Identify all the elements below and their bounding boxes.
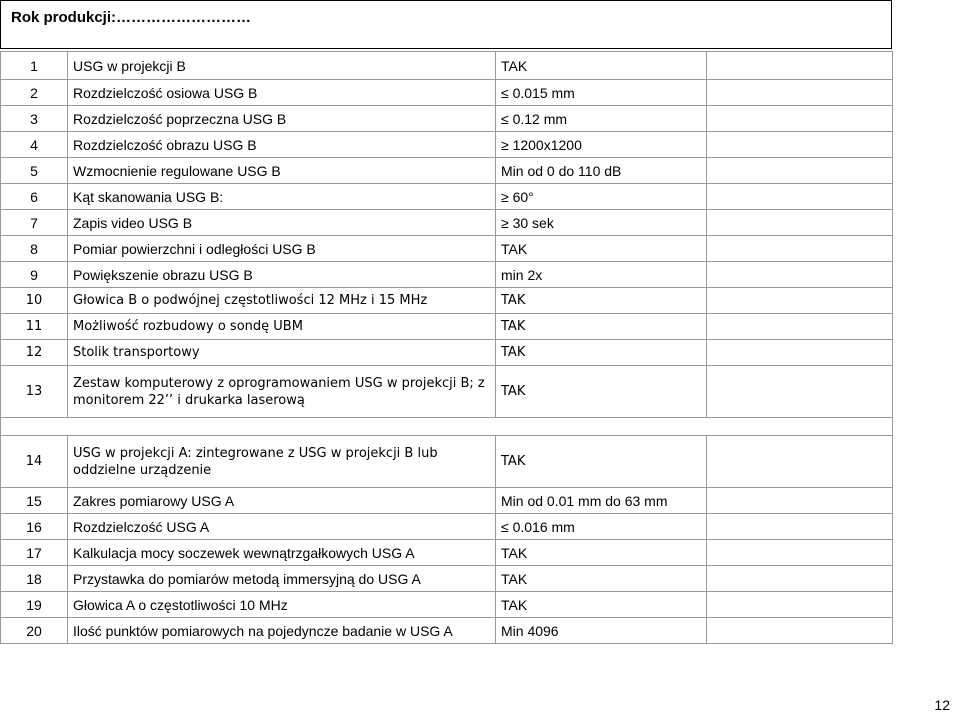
row-offer-cell	[707, 488, 893, 514]
table-row	[1, 592, 893, 618]
row-value: TAK	[496, 366, 707, 418]
row-value: TAK	[496, 592, 707, 618]
row-value: TAK	[496, 540, 707, 566]
row-number: 3	[1, 106, 68, 132]
table-row	[1, 210, 893, 236]
row-value: ≤ 0.015 mm	[496, 80, 707, 106]
row-number: 19	[1, 592, 68, 618]
row-number: 9	[1, 262, 68, 288]
row-offer-cell	[707, 514, 893, 540]
row-offer-cell	[707, 288, 893, 314]
table-row	[1, 340, 893, 366]
production-year-label: Rok produkcji:………………………	[11, 9, 252, 26]
table-row	[1, 288, 893, 314]
row-parameter: Ilość punktów pomiarowych na pojedyncze badanie w USG A	[68, 618, 496, 644]
row-number: 14	[1, 436, 68, 488]
table-row	[1, 618, 893, 644]
row-parameter: Zestaw komputerowy z oprogramowaniem USG w projekcji B; z monitorem 22’’ i drukarka laserową	[68, 366, 496, 418]
row-offer-cell	[707, 184, 893, 210]
row-value: TAK	[496, 314, 707, 340]
row-number: 15	[1, 488, 68, 514]
row-value: min 2x	[496, 262, 707, 288]
row-offer-cell	[707, 566, 893, 592]
row-offer-cell	[707, 366, 893, 418]
row-value: ≥ 30 sek	[496, 210, 707, 236]
row-offer-cell	[707, 540, 893, 566]
row-number: 7	[1, 210, 68, 236]
row-offer-cell	[707, 106, 893, 132]
row-number: 6	[1, 184, 68, 210]
table-row	[1, 366, 893, 418]
row-value: Min od 0.01 mm do 63 mm	[496, 488, 707, 514]
row-number: 8	[1, 236, 68, 262]
row-value: ≥ 1200x1200	[496, 132, 707, 158]
row-number: 10	[1, 288, 68, 314]
row-number: 4	[1, 132, 68, 158]
row-parameter: Rozdzielczość osiowa USG B	[68, 80, 496, 106]
row-offer-cell	[707, 52, 893, 80]
row-parameter: Powiększenie obrazu USG B	[68, 262, 496, 288]
table-row	[1, 158, 893, 184]
row-number: 2	[1, 80, 68, 106]
row-value: ≥ 60°	[496, 184, 707, 210]
row-parameter: Możliwość rozbudowy o sondę UBM	[68, 314, 496, 340]
table-row	[1, 314, 893, 340]
row-number: 12	[1, 340, 68, 366]
row-number: 13	[1, 366, 68, 418]
row-parameter: Głowica B o podwójnej częstotliwości 12 MHz i 15 MHz	[68, 288, 496, 314]
production-year-header	[0, 0, 892, 49]
row-offer-cell	[707, 236, 893, 262]
row-offer-cell	[707, 314, 893, 340]
row-number: 18	[1, 566, 68, 592]
row-parameter: Głowica A o częstotliwości 10 MHz	[68, 592, 496, 618]
row-number: 17	[1, 540, 68, 566]
row-offer-cell	[707, 132, 893, 158]
row-parameter: Stolik transportowy	[68, 340, 496, 366]
table-row	[1, 566, 893, 592]
row-offer-cell	[707, 592, 893, 618]
row-number: 16	[1, 514, 68, 540]
row-value: TAK	[496, 340, 707, 366]
row-offer-cell	[707, 262, 893, 288]
table-row	[1, 514, 893, 540]
table-row	[1, 184, 893, 210]
row-parameter: Kąt skanowania USG B:	[68, 184, 496, 210]
row-value: TAK	[496, 436, 707, 488]
row-number: 11	[1, 314, 68, 340]
row-number: 5	[1, 158, 68, 184]
row-offer-cell	[707, 158, 893, 184]
row-parameter: Rozdzielczość USG A	[68, 514, 496, 540]
row-value: TAK	[496, 566, 707, 592]
row-value: Min od 0 do 110 dB	[496, 158, 707, 184]
row-parameter: Kalkulacja mocy soczewek wewnątrzgałkowych USG A	[68, 540, 496, 566]
row-offer-cell	[707, 436, 893, 488]
table-row	[1, 106, 893, 132]
row-value: ≤ 0.016 mm	[496, 514, 707, 540]
table-row	[1, 80, 893, 106]
row-offer-cell	[707, 210, 893, 236]
row-parameter: Wzmocnienie regulowane USG B	[68, 158, 496, 184]
row-parameter: Zapis video USG B	[68, 210, 496, 236]
row-offer-cell	[707, 340, 893, 366]
row-value: TAK	[496, 288, 707, 314]
row-parameter: Pomiar powierzchni i odległości USG B	[68, 236, 496, 262]
row-offer-cell	[707, 618, 893, 644]
row-parameter: USG w projekcji B	[68, 52, 496, 80]
table-row	[1, 540, 893, 566]
table-row	[1, 436, 893, 488]
row-offer-cell	[707, 80, 893, 106]
row-parameter: Przystawka do pomiarów metodą immersyjną do USG A	[68, 566, 496, 592]
row-parameter: Rozdzielczość poprzeczna USG B	[68, 106, 496, 132]
row-parameter: Zakres pomiarowy USG A	[68, 488, 496, 514]
table-row	[1, 262, 893, 288]
row-number: 20	[1, 618, 68, 644]
row-number: 1	[1, 52, 68, 80]
table-spacer-row	[1, 418, 893, 436]
page-number: 12	[934, 697, 950, 713]
table-row	[1, 236, 893, 262]
row-value: Min 4096	[496, 618, 707, 644]
row-value: ≤ 0.12 mm	[496, 106, 707, 132]
table-row	[1, 132, 893, 158]
spec-table	[0, 51, 893, 644]
row-value: TAK	[496, 52, 707, 80]
row-value: TAK	[496, 236, 707, 262]
table-row	[1, 52, 893, 80]
row-parameter: USG w projekcji A: zintegrowane z USG w projekcji B lub oddzielne urządzenie	[68, 436, 496, 488]
table-row	[1, 488, 893, 514]
row-parameter: Rozdzielczość obrazu USG B	[68, 132, 496, 158]
